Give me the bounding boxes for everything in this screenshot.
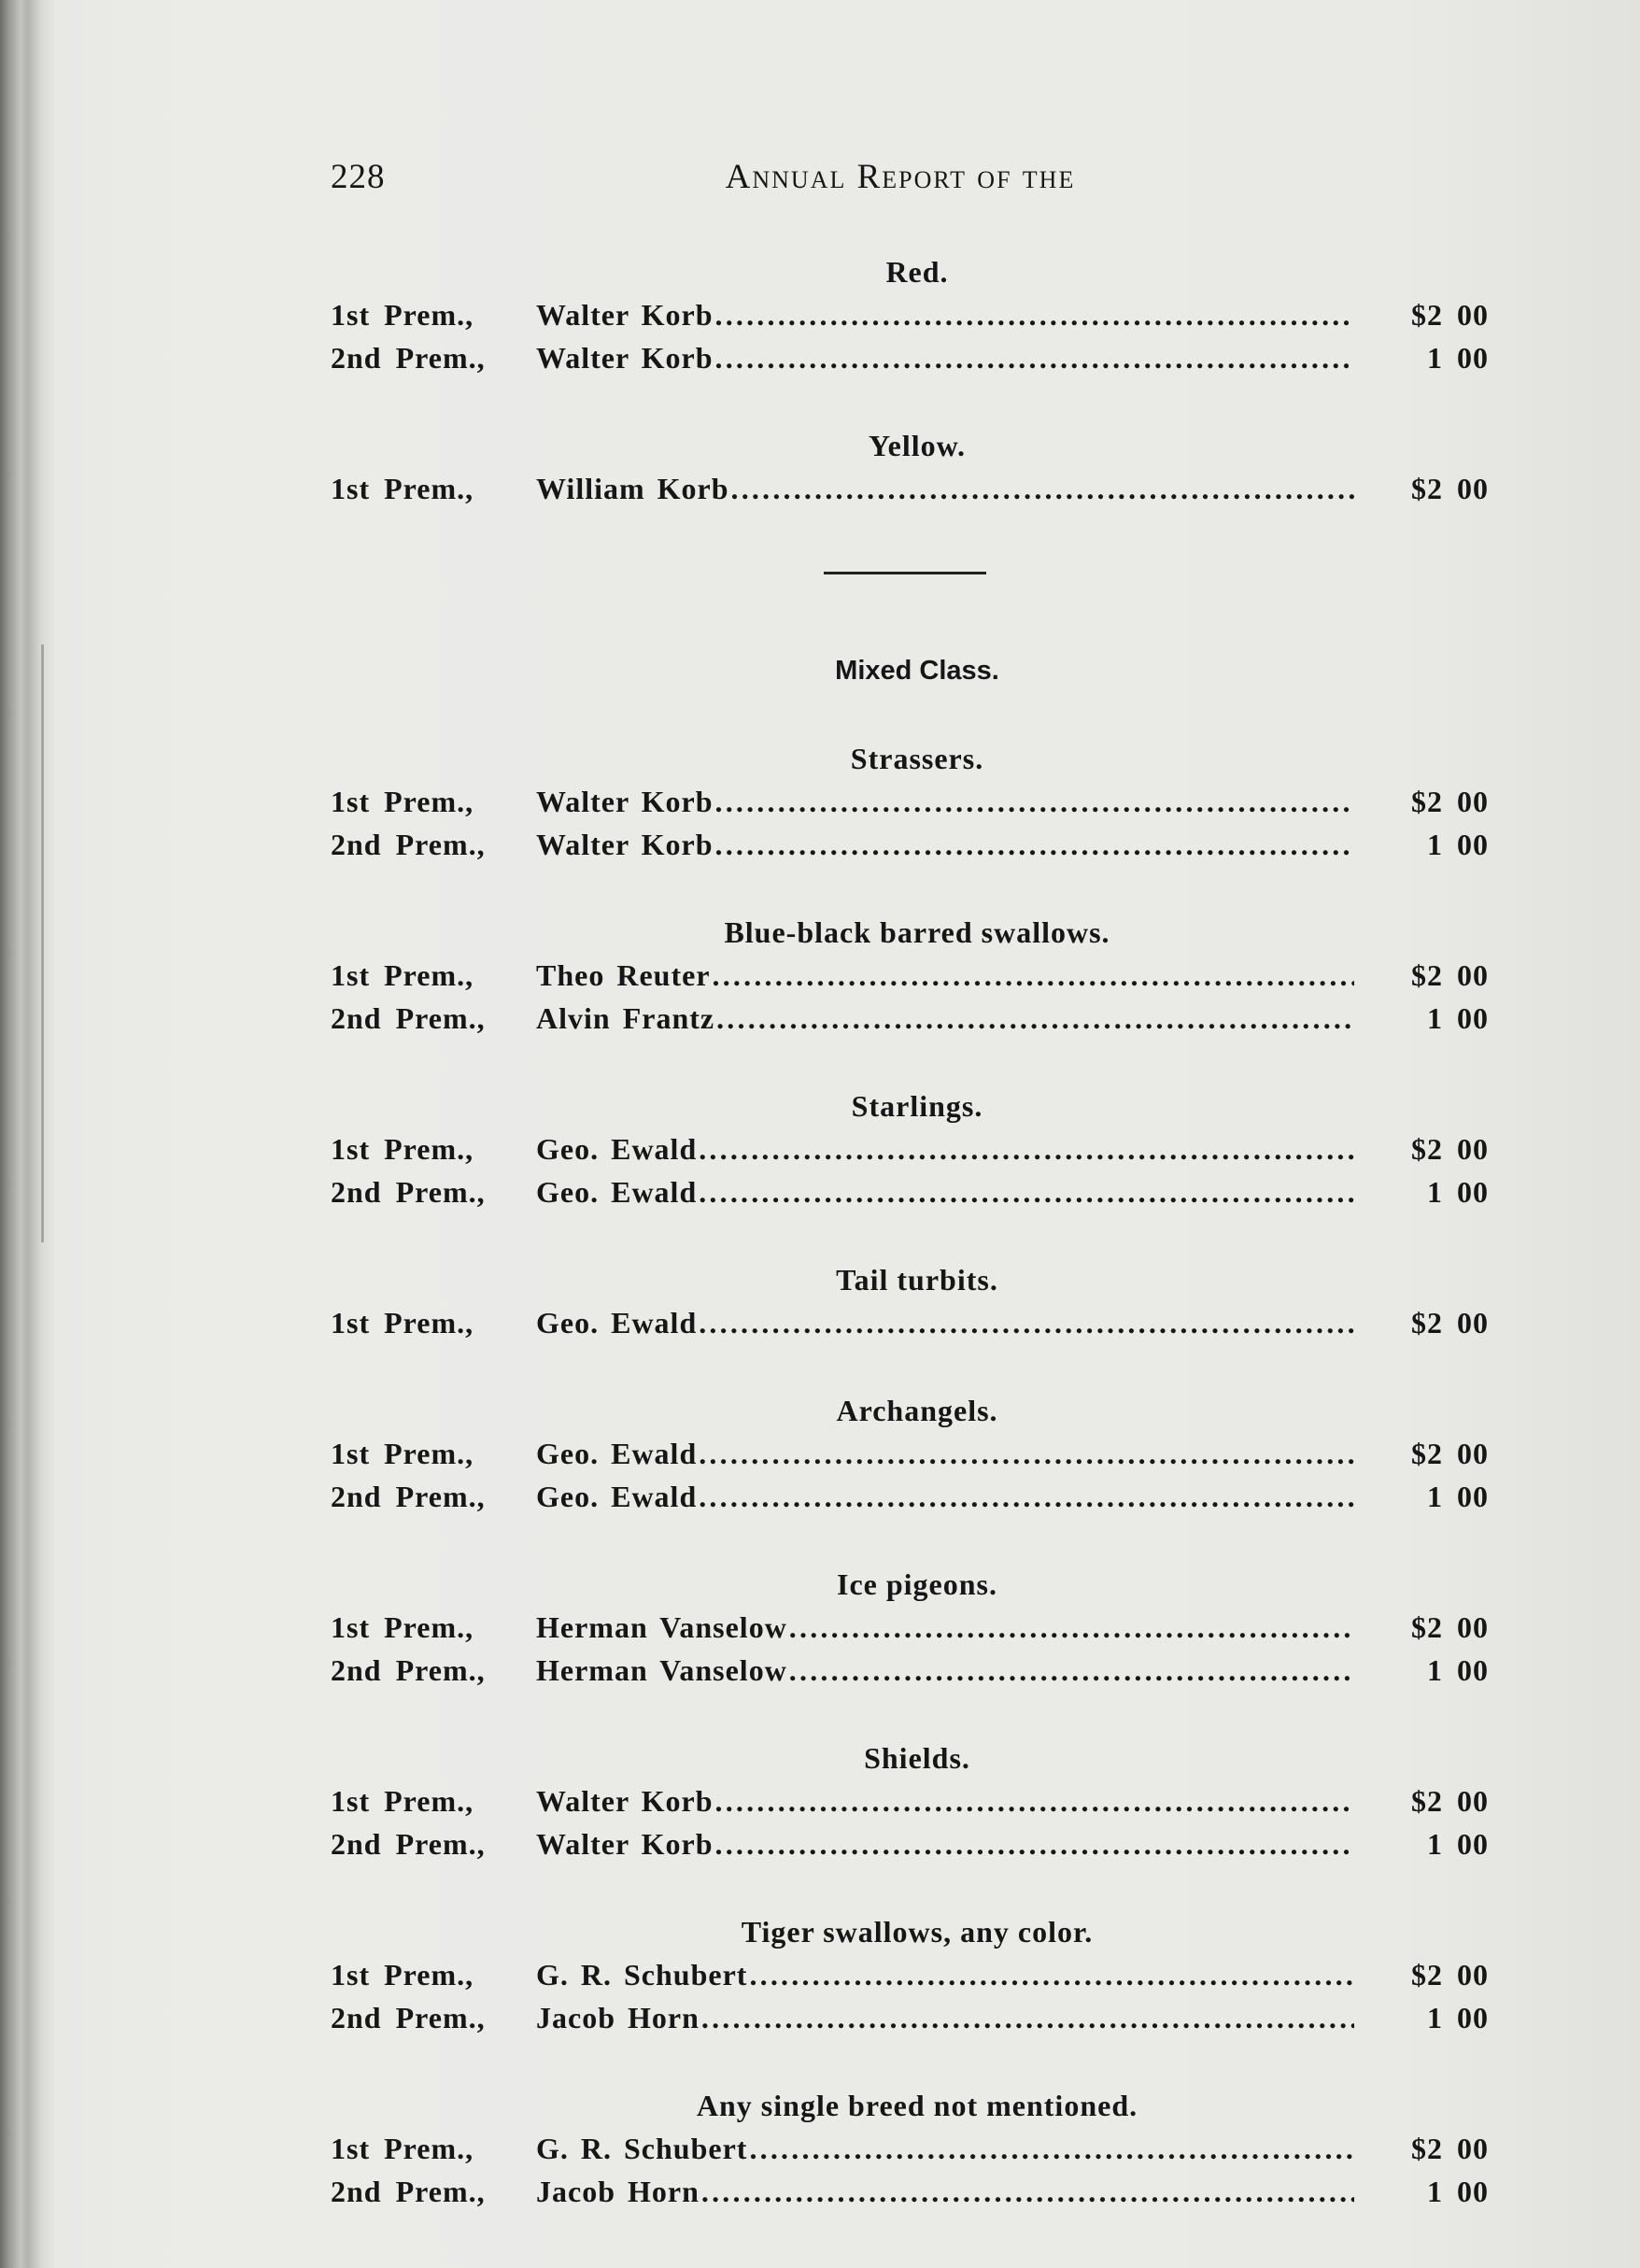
breed-heading: Strassers. <box>850 742 984 775</box>
exhibitor-name: Alvin Frantz <box>536 1001 715 1035</box>
exhibitor-name: Herman Vanselow <box>536 1610 787 1644</box>
exhibitor-name: Walter Korb <box>536 1784 714 1818</box>
premium-rank: 1st Prem., <box>331 1784 474 1818</box>
exhibitor-name: Geo. Ewald <box>536 1437 698 1470</box>
premium-rank: 1st Prem., <box>331 472 474 505</box>
exhibitor-name: William Korb <box>536 472 729 505</box>
premium-entry <box>331 467 1489 510</box>
premium-amount: 1 00 <box>1427 1175 1489 1209</box>
premium-entry <box>331 2127 1489 2170</box>
exhibitor-name: Geo. Ewald <box>536 1480 698 1513</box>
premium-amount: $2 00 <box>1411 1132 1489 1166</box>
premium-list <box>331 250 1489 2213</box>
breed-section <box>331 1389 1489 1518</box>
premium-rank: 1st Prem., <box>331 298 474 332</box>
premium-entry <box>331 1127 1489 1170</box>
premium-amount: 1 00 <box>1427 341 1489 375</box>
exhibitor-name: Geo. Ewald <box>536 1132 698 1166</box>
exhibitor-name: Geo. Ewald <box>536 1175 698 1209</box>
premium-rank: 1st Prem., <box>331 1437 474 1470</box>
premium-rank: 2nd Prem., <box>331 341 486 375</box>
breed-heading: Any single breed not mentioned. <box>696 2089 1138 2122</box>
exhibitor-name: Walter Korb <box>536 785 714 818</box>
breed-heading: Ice pigeons. <box>837 1567 997 1601</box>
premium-rank: 2nd Prem., <box>331 828 486 861</box>
spacer <box>331 692 1489 737</box>
spacer <box>331 2039 1489 2084</box>
premium-entry <box>331 1953 1489 1996</box>
dot-leader <box>699 1475 1354 1518</box>
dot-leader <box>789 1649 1354 1692</box>
premium-entry <box>331 2170 1489 2213</box>
dot-leader <box>713 954 1354 997</box>
premium-rank: 1st Prem., <box>331 2132 474 2165</box>
exhibitor-name: Walter Korb <box>536 298 714 332</box>
top-sections <box>331 250 1489 510</box>
book-binding-edge <box>0 0 54 2268</box>
premium-entry <box>331 1606 1489 1649</box>
exhibitor-name: Walter Korb <box>536 1827 714 1861</box>
premium-amount: $2 00 <box>1411 2132 1489 2165</box>
exhibitor-name: Jacob Horn <box>536 2001 700 2034</box>
dot-leader <box>731 467 1354 510</box>
exhibitor-name: Herman Vanselow <box>536 1653 787 1687</box>
premium-entry <box>331 336 1489 379</box>
dot-leader <box>715 336 1355 379</box>
premium-amount: $2 00 <box>1411 298 1489 332</box>
exhibitor-name: Jacob Horn <box>536 2175 700 2208</box>
premium-amount: 1 00 <box>1427 2001 1489 2034</box>
breed-section <box>331 1910 1489 2039</box>
premium-entry <box>331 954 1489 997</box>
spacer <box>331 1213 1489 1258</box>
spacer <box>331 1518 1489 1563</box>
dot-leader <box>699 1301 1354 1344</box>
premium-amount: $2 00 <box>1411 1437 1489 1470</box>
premium-rank: 2nd Prem., <box>331 1827 486 1861</box>
spacer <box>331 510 1489 572</box>
premium-rank: 1st Prem., <box>331 958 474 992</box>
premium-amount: 1 00 <box>1427 828 1489 861</box>
exhibitor-name: G. R. Schubert <box>536 2132 748 2165</box>
premium-entry <box>331 1996 1489 2039</box>
dot-leader <box>701 1996 1354 2039</box>
premium-amount: 1 00 <box>1427 2175 1489 2208</box>
premium-rank: 2nd Prem., <box>331 1480 486 1513</box>
premium-amount: $2 00 <box>1411 958 1489 992</box>
premium-rank: 2nd Prem., <box>331 2001 486 2034</box>
spacer <box>331 574 1489 649</box>
dot-leader <box>715 293 1355 336</box>
breed-section <box>331 1084 1489 1213</box>
premium-entry <box>331 1301 1489 1344</box>
premium-rank: 2nd Prem., <box>331 1175 486 1209</box>
breed-heading: Tiger swallows, any color. <box>741 1915 1094 1949</box>
premium-entry <box>331 1779 1489 1822</box>
binding-shadow <box>41 645 44 1242</box>
premium-amount: 1 00 <box>1427 1001 1489 1035</box>
dot-leader <box>699 1127 1354 1170</box>
spacer <box>331 1692 1489 1736</box>
premium-entry <box>331 1432 1489 1475</box>
breed-section <box>331 1563 1489 1692</box>
spacer <box>331 1040 1489 1084</box>
mixed-sections <box>331 737 1489 2213</box>
dot-leader <box>715 1779 1355 1822</box>
premium-rank: 1st Prem., <box>331 1306 474 1340</box>
premium-rank: 2nd Prem., <box>331 1001 486 1035</box>
premium-entry <box>331 1649 1489 1692</box>
dot-leader <box>699 1432 1354 1475</box>
breed-heading: Archangels. <box>836 1394 998 1427</box>
running-head: Annual Report of the <box>725 158 1076 196</box>
premium-amount: $2 00 <box>1411 785 1489 818</box>
spacer <box>331 1865 1489 1910</box>
premium-amount: $2 00 <box>1411 1306 1489 1340</box>
exhibitor-name: Theo Reuter <box>536 958 711 992</box>
breed-section <box>331 1258 1489 1344</box>
breed-section <box>331 737 1489 866</box>
premium-amount: $2 00 <box>1411 1610 1489 1644</box>
premium-amount: 1 00 <box>1427 1480 1489 1513</box>
breed-section <box>331 1736 1489 1865</box>
dot-leader <box>715 780 1355 823</box>
premium-entry <box>331 1170 1489 1213</box>
exhibitor-name: Walter Korb <box>536 828 714 861</box>
dot-leader <box>699 1170 1354 1213</box>
breed-heading: Blue-black barred swallows. <box>724 915 1110 949</box>
premium-entry <box>331 823 1489 866</box>
exhibitor-name: G. R. Schubert <box>536 1958 748 1992</box>
premium-rank: 1st Prem., <box>331 1132 474 1166</box>
dot-leader <box>715 823 1355 866</box>
dot-leader <box>749 1953 1354 1996</box>
dot-leader <box>715 1822 1355 1865</box>
exhibitor-name: Geo. Ewald <box>536 1306 698 1340</box>
dot-leader <box>789 1606 1354 1649</box>
breed-section <box>331 2084 1489 2213</box>
breed-section <box>331 250 1489 379</box>
breed-section <box>331 424 1489 510</box>
spacer <box>331 1344 1489 1389</box>
premium-entry <box>331 1822 1489 1865</box>
premium-entry <box>331 293 1489 336</box>
dot-leader <box>716 997 1354 1040</box>
premium-rank: 1st Prem., <box>331 785 474 818</box>
page-header <box>331 157 1489 204</box>
breed-heading: Red. <box>885 255 949 289</box>
premium-amount: $2 00 <box>1411 472 1489 505</box>
breed-heading: Tail turbits. <box>836 1263 998 1297</box>
premium-rank: 2nd Prem., <box>331 2175 486 2208</box>
class-heading: Mixed Class. <box>835 656 999 686</box>
page-number: 228 <box>331 158 386 196</box>
spacer <box>331 866 1489 911</box>
breed-section <box>331 911 1489 1040</box>
premium-entry <box>331 997 1489 1040</box>
breed-heading: Shields. <box>864 1741 970 1775</box>
breed-heading: Starlings. <box>851 1089 983 1123</box>
premium-entry <box>331 780 1489 823</box>
premium-rank: 1st Prem., <box>331 1958 474 1992</box>
premium-rank: 1st Prem., <box>331 1610 474 1644</box>
premium-amount: $2 00 <box>1411 1958 1489 1992</box>
premium-amount: 1 00 <box>1427 1827 1489 1861</box>
breed-heading: Yellow. <box>869 429 966 462</box>
premium-amount: $2 00 <box>1411 1784 1489 1818</box>
premium-rank: 2nd Prem., <box>331 1653 486 1687</box>
premium-entry <box>331 1475 1489 1518</box>
exhibitor-name: Walter Korb <box>536 341 714 375</box>
dot-leader <box>701 2170 1354 2213</box>
dot-leader <box>749 2127 1354 2170</box>
premium-amount: 1 00 <box>1427 1653 1489 1687</box>
spacer <box>331 379 1489 424</box>
